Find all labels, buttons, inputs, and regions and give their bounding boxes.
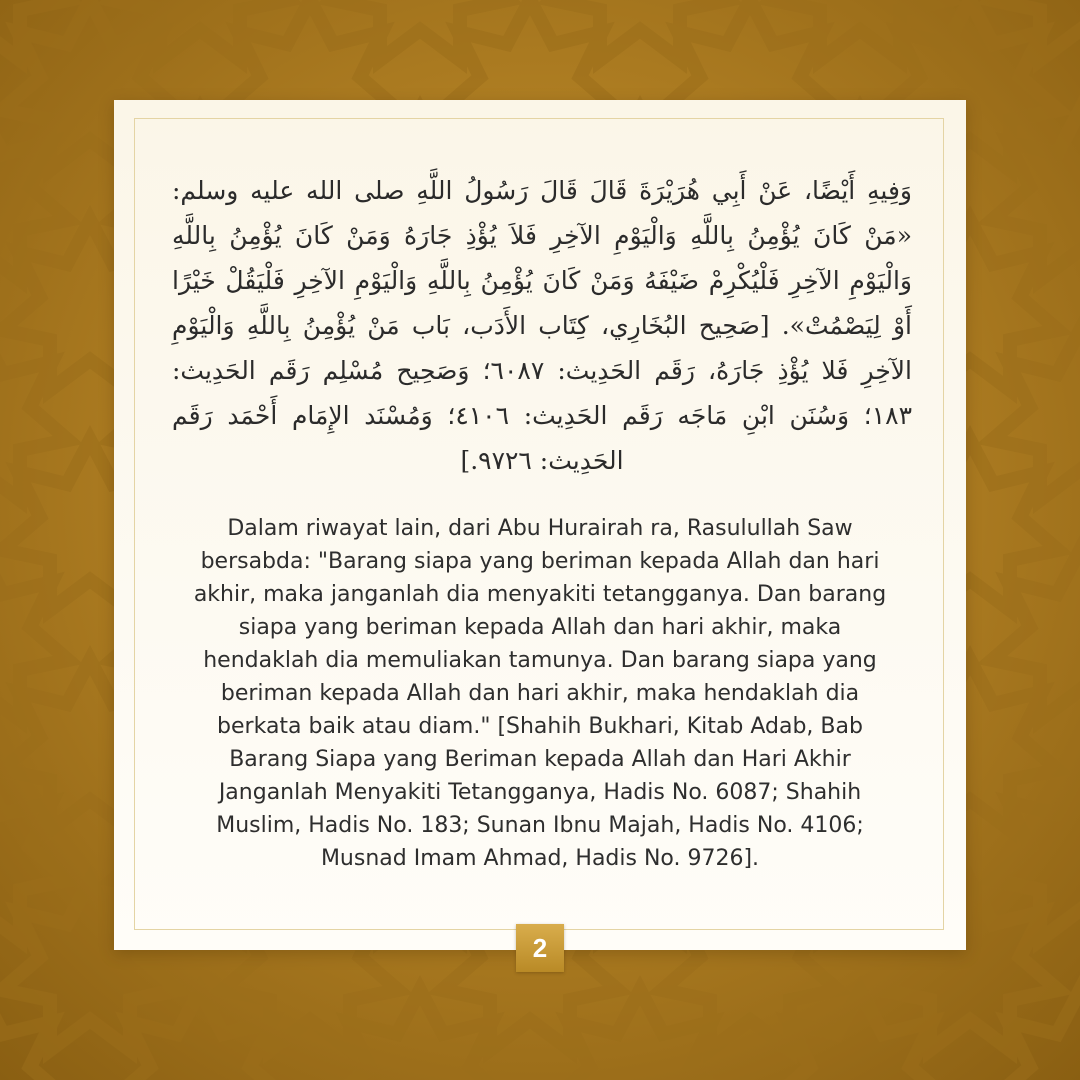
content-card — [114, 100, 966, 950]
page-number-badge: 2 — [516, 924, 564, 972]
indonesian-translation-text: Dalam riwayat lain, dari Abu Hurairah ra, Rasulullah Saw bersabda: "Barang siapa yang beriman kepada Allah dan hari akhir, maka janganlah dia menyakiti tetangganya. Dan barang siapa yang beriman kepada Allah dan hari akhir, maka hendaklah dia memuliakan tamunya. Dan barang siapa yang beriman kepada Allah dan hari akhir, maka hendaklah dia berkata baik atau diam." [Shahih Bukhari, Kitab Adab, Bab Barang Siapa yang Beriman kepada Allah dan Hari Akhir Janganlah Menyakiti Tetangganya, Hadis No. 6087; Shahih Muslim, Hadis No. 183; Sunan Ibnu Majah, Hadis No. 4106; Musnad Imam Ahmad, Hadis No. 9726]. — [193, 516, 887, 871]
arabic-hadith-text: وَفِيهِ أَيْضًا، عَنْ أَبِي هُرَيْرَةَ قَالَ قَالَ رَسُولُ اللَّهِ صلى الله عليه وسلم: «مَنْ كَانَ يُؤْمِنُ بِاللَّهِ وَالْيَوْمِ الآخِرِ فَلاَ يُؤْذِ جَارَهُ وَمَنْ كَانَ يُؤْمِنُ بِاللَّهِ وَالْيَوْمِ الآخِرِ فَلْيُكْرِمْ ضَيْفَهُ وَمَنْ كَانَ يُؤْمِنُ بِاللَّهِ وَالْيَوْمِ الآخِرِ فَلْيَقُلْ خَيْرًا أَوْ لِيَصْمُتْ». [صَحِيح البُخَارِي، كِتَاب الأَدَب، بَاب مَنْ يُؤْمِنُ بِاللَّهِ وَالْيَوْمِ الآخِرِ فَلا يُؤْذِ جَارَهُ، رَقَم الحَدِيث: ٦٠٨٧؛ وَصَحِيح مُسْلِم رَقَم الحَدِيث: ١٨٣؛ وَسُنَن ابْنِ مَاجَه رَقَم الحَدِيث: ٤١٠٦؛ وَمُسْنَد الإِمَام أَحْمَد رَقَم الحَدِيث: ٩٧٢٦.] — [172, 176, 913, 475]
